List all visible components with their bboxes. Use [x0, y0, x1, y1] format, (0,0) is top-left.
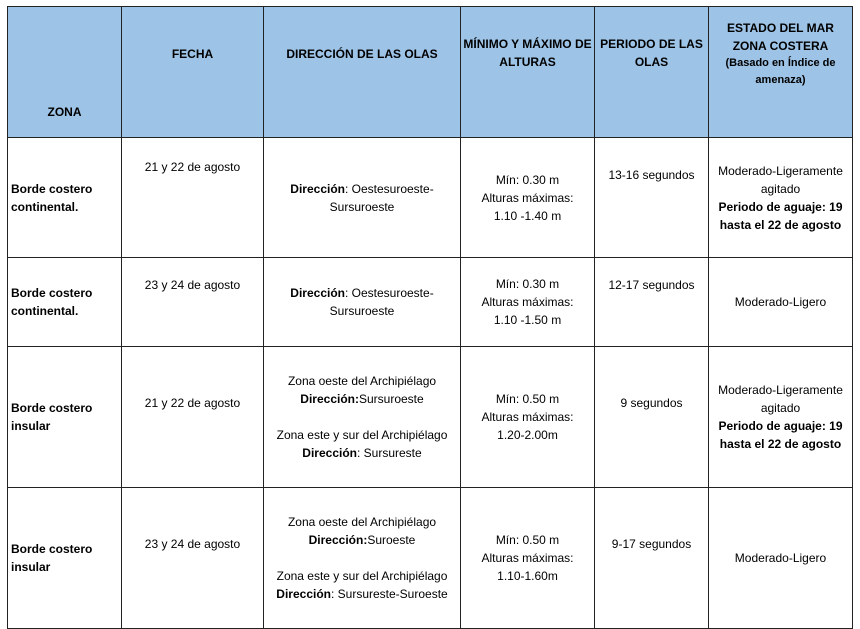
- periodo-cell: 13-16 segundos: [595, 138, 709, 258]
- header-zona: ZONA: [8, 7, 122, 138]
- direccion-label: Dirección: [302, 446, 357, 460]
- direccion-area: Zona oeste del Archipiélago: [287, 515, 437, 529]
- periodo-cell: 9 segundos: [595, 347, 709, 488]
- fecha-cell: 23 y 24 de agosto: [122, 488, 264, 629]
- fecha-cell: 21 y 22 de agosto: [122, 138, 264, 258]
- direccion-value: : Sursureste: [356, 446, 422, 460]
- direccion-label: Dirección: [290, 181, 345, 196]
- estado-aguaje: Periodo de aguaje: 19 hasta el 22 de agosto: [718, 419, 843, 451]
- zona-cell: Borde costero insular: [8, 347, 122, 488]
- fecha-cell: 21 y 22 de agosto: [122, 347, 264, 488]
- header-estado: [709, 7, 853, 138]
- header-row: [8, 7, 853, 138]
- altura-min: Mín: 0.50 m: [495, 392, 560, 406]
- header-periodo: PERIODO DE LAS OLAS: [595, 7, 709, 138]
- table-wrapper: [7, 6, 853, 629]
- direccion-area: Zona oeste del Archipiélago: [287, 374, 437, 388]
- direccion-area: Zona este y sur del Archipiélago: [276, 428, 448, 442]
- header-estado-subtitle: (Basado en Índice de amenaza): [725, 57, 836, 86]
- altura-min: Mín: 0.50 m: [495, 533, 560, 547]
- direccion-value: Sursuroeste: [358, 392, 424, 406]
- direccion-label: Dirección: [290, 286, 345, 300]
- direccion-label: Dirección:: [300, 392, 359, 406]
- alturas-cell: [461, 347, 595, 488]
- estado-cell: [709, 258, 853, 347]
- altura-min: Mín: 0.30 m: [495, 277, 560, 291]
- header-estado-title: ESTADO DEL MAR ZONA COSTERA: [727, 21, 834, 53]
- estado-cell: [709, 347, 853, 488]
- altura-max-label: Alturas máximas:: [481, 295, 574, 309]
- zona-cell: Borde costero continental.: [8, 258, 122, 347]
- altura-max-label: Alturas máximas:: [481, 551, 574, 565]
- direccion-cell: [264, 258, 461, 347]
- periodo-cell: 12-17 segundos: [595, 258, 709, 347]
- altura-max-value: 1.10 -1.50 m: [493, 313, 562, 327]
- direccion-area: Zona este y sur del Archipiélago: [276, 569, 448, 583]
- direccion-cell: [264, 488, 461, 629]
- zona-cell: Borde costero continental.: [8, 138, 122, 258]
- alturas-cell: [461, 258, 595, 347]
- estado-cell: [709, 138, 853, 258]
- altura-max-label: Alturas máximas:: [481, 190, 574, 205]
- direccion-value: : Oestesuroeste-Sursuroeste: [329, 181, 434, 214]
- direccion-value: : Sursureste-Suroeste: [330, 587, 448, 601]
- header-direccion: DIRECCIÓN DE LAS OLAS: [264, 7, 461, 138]
- table-row: [8, 488, 853, 629]
- alturas-cell: [461, 138, 595, 258]
- header-fecha: FECHA: [122, 7, 264, 138]
- altura-max-label: Alturas máximas:: [481, 410, 574, 424]
- estado-value: Moderado-Ligero: [734, 295, 827, 309]
- header-alturas: MÍNIMO Y MÁXIMO DE ALTURAS: [461, 7, 595, 138]
- direccion-value: Suroeste: [367, 533, 416, 547]
- table-row: [8, 138, 853, 258]
- table-row: [8, 347, 853, 488]
- wave-forecast-table: [7, 6, 853, 629]
- direccion-label: Dirección: [276, 587, 331, 601]
- estado-value: Moderado-Ligeramente agitado: [718, 383, 843, 415]
- altura-max-value: 1.10 -1.40 m: [493, 208, 562, 223]
- direccion-cell: [264, 347, 461, 488]
- direccion-label: Dirección:: [308, 533, 368, 547]
- direccion-value: : Oestesuroeste-Sursuroeste: [329, 286, 434, 318]
- direccion-cell: [264, 138, 461, 258]
- estado-value: Moderado-Ligeramente agitado: [718, 163, 843, 196]
- altura-min: Mín: 0.30 m: [495, 172, 560, 187]
- estado-value: Moderado-Ligero: [734, 551, 827, 565]
- estado-cell: [709, 488, 853, 629]
- estado-aguaje: Periodo de aguaje: 19 hasta el 22 de agosto: [718, 199, 843, 232]
- zona-cell: Borde costero insular: [8, 488, 122, 629]
- altura-max-value: 1.20-2.00m: [497, 428, 558, 442]
- table-row: [8, 258, 853, 347]
- fecha-cell: 23 y 24 de agosto: [122, 258, 264, 347]
- altura-max-value: 1.10-1.60m: [497, 569, 558, 583]
- alturas-cell: [461, 488, 595, 629]
- periodo-cell: 9-17 segundos: [595, 488, 709, 629]
